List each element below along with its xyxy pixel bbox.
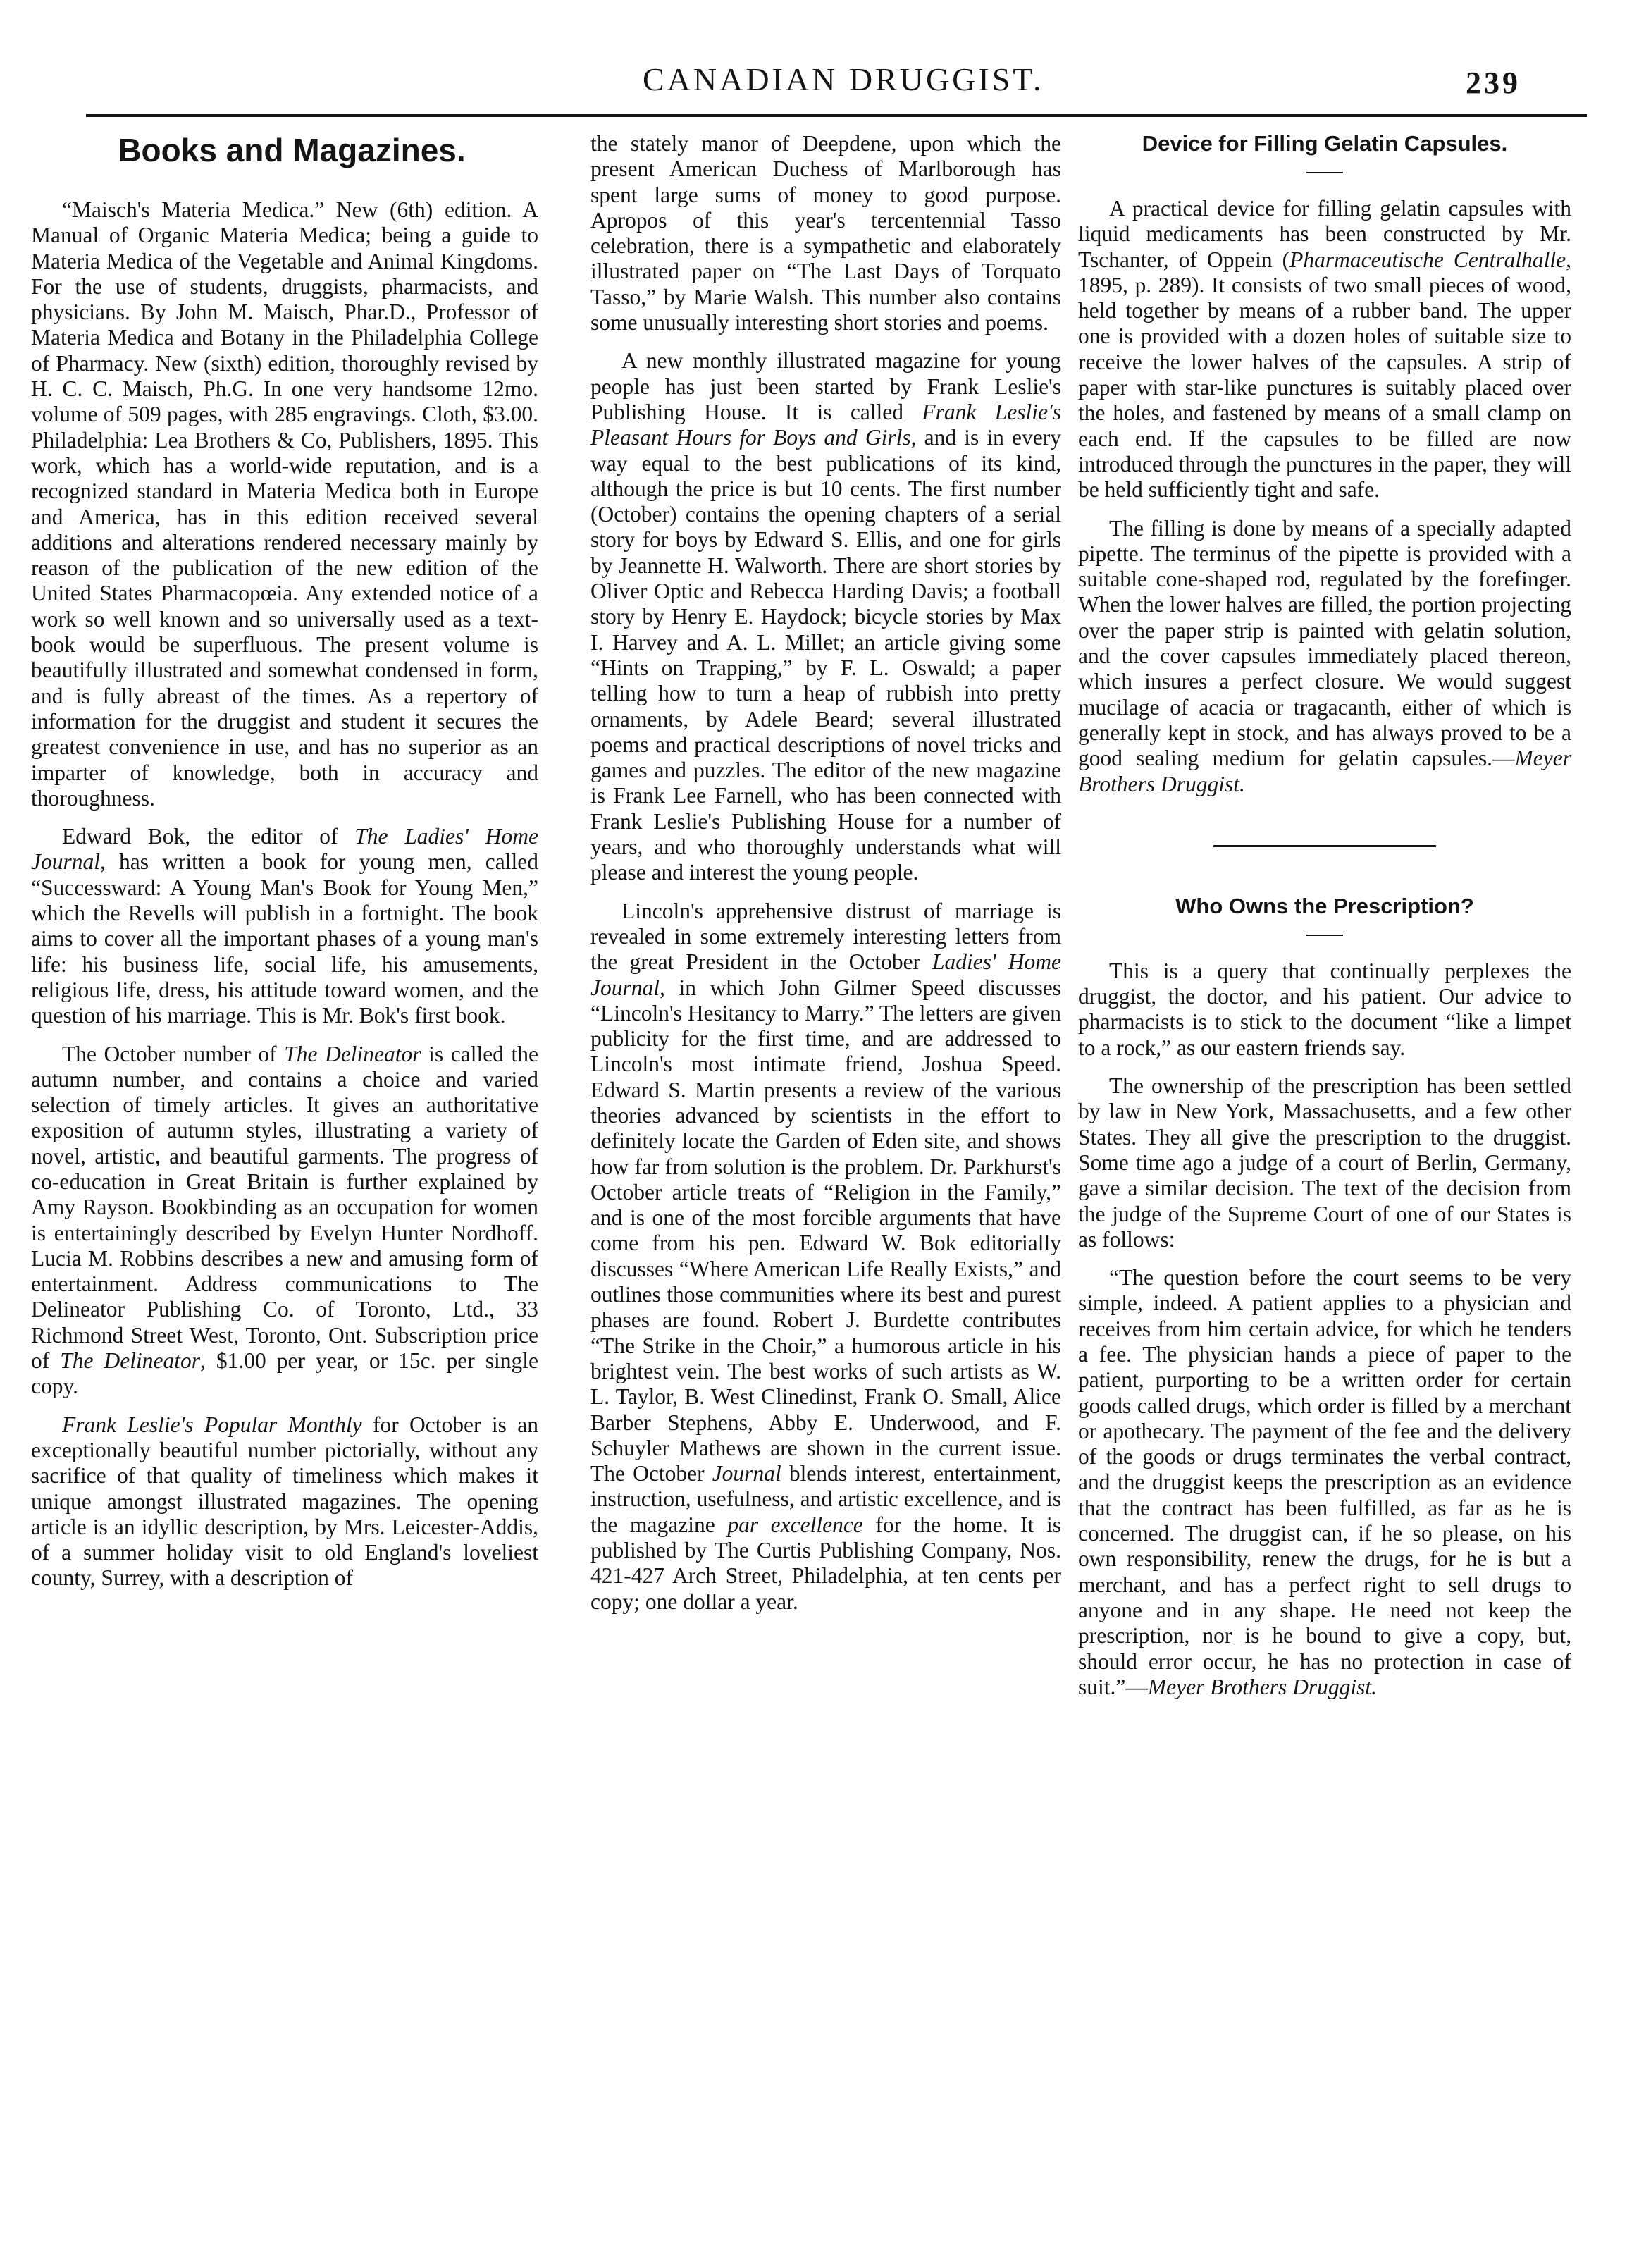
- paragraph-capsule-filling: The filling is done by means of a specially adapted pipette. The terminus of the pipette is provided with a suitable cone-shaped rod, regulated by the forefinger. When the lower halves are filled, the portion projecting over the paper strip is painted with gelatin solution, and the cover capsules immediately placed thereon, which insures a perfect closure. We would suggest mucilage of acacia or tragacanth, either of which is generally kept in stock, and has always proved to be a good sealing medium for gelatin capsules.—Meyer Brothers Druggist.: [1078, 515, 1571, 796]
- column-left: [31, 131, 538, 1604]
- paragraph-bok: Edward Bok, the editor of The Ladies' Home Journal, has written a book for young men, called “Successward: A Young Man's Book for Young Men,” which the Revells will publish in a fortnight. The book aims to cover all the important phases of a young man's life: his business life, social life, his amusements, religious life, dress, his attitude toward women, and the question of his marriage. This is Mr. Bok's first book.: [31, 824, 538, 1028]
- header-rule: [86, 114, 1587, 117]
- running-head: [0, 61, 1639, 117]
- paragraph-deepdene: the stately manor of Deepdene, upon which the present American Duchess of Marlborough has spent large sums of money to good purpose. Apropos of this year's tercentennial Tasso celebration, there is a sympathetic and elaborately illustrated paper on “The Last Days of Torquato Tasso,” by Marie Walsh. This number also contains some unusually interesting short stories and poems.: [590, 131, 1061, 335]
- paragraph-delineator: The October number of The Delineator is called the autumn number, and contains a choice and varied selection of timely articles. It gives an authoritative exposition of autumn styles, illustrating a variety of novel, artistic, and beautiful garments. The progress of co-education in Great Britain is further explained by Amy Rayson. Bookbinding as an occupation for women is entertainingly described by Evelyn Hunter Nordhoff. Lucia M. Robbins describes a new and amusing form of entertainment. Address communications to The Delineator Publishing Co. of Toronto, Ltd., 33 Richmond Street West, Toronto, Ont. Subscription price of The Delineator, $1.00 per year, or 15c. per single copy.: [31, 1041, 538, 1399]
- heading-dash: [1306, 935, 1343, 936]
- article-separator: [1213, 845, 1436, 847]
- paragraph-pleasant-hours: A new monthly illustrated magazine for young people has just been started by Frank Leslie's Publishing House. It is called Frank Leslie's Pleasant Hours for Boys and Girls, and is in every way equal to the best publications of its kind, although the price is but 10 cents. The first number (October) contains the opening chapters of a serial story for boys by Edward S. Ellis, and one for girls by Jeannette H. Walworth. There are short stories by Oliver Optic and Rebecca Harding Davis; a football story by Henry E. Haydock; bicycle stories by Max I. Harvey and A. L. Millet; an article giving some “Hints on Trapping,” by F. L. Oswald; a paper telling how to turn a heap of rubbish into pretty ornaments, by Adele Beard; several illustrated poems and practical descriptions of novel tricks and games and puzzles. The editor of the new magazine is Frank Lee Farnell, who has been connected with Frank Leslie's Publishing House for a number of years, and who thoroughly understands what will please and interest the young people.: [590, 348, 1061, 885]
- paragraph-query: This is a query that continually perplexes the druggist, the doctor, and his patient. Our advice to pharmacists is to stick to the document “like a limpet to a rock,” as our eastern friends say.: [1078, 958, 1571, 1060]
- paragraph-ladies-home-journal: Lincoln's apprehensive distrust of marriage is revealed in some extremely interesting letters from the great President in the October Ladies' Home Journal, in which John Gilmer Speed discusses “Lincoln's Hesitancy to Marry.” The letters are given publicity for the first time, and are addressed to Lincoln's most intimate friend, Joshua Speed. Edward S. Martin presents a review of the various theories advanced by scientists in the effort to definitely locate the Garden of Eden site, and shows how far from solution is the problem. Dr. Parkhurst's October article treats of “Religion in the Family,” and is one of the most forcible arguments that have come from his pen. Edward W. Bok editorially discusses “Where American Life Really Exists,” and outlines those communities where its best and purest phases are found. Robert J. Burdette contributes “The Strike in the Choir,” a humorous article in his brightest vein. The best works of such artists as W. L. Taylor, B. West Clinedinst, Frank O. Small, Alice Barber Stephens, Abby E. Underwood, and F. Schuyler Mathews are shown in the current issue. The October Journal blends interest, entertainment, instruction, usefulness, and artistic excellence, and is the magazine par excellence for the home. It is published by The Curtis Publishing Company, Nos. 421-427 Arch Street, Philadelphia, at ten cents per copy; one dollar a year.: [590, 898, 1061, 1614]
- paragraph-popular-monthly: Frank Leslie's Popular Monthly for October is an exceptionally beautiful number pictorially, without any sacrifice of that quality of timeliness which makes it unique amongst illustrated magazines. The opening article is an idyllic description, by Mrs. Leicester-Addis, of a summer holiday visit to old England's loveliest county, Surrey, with a description of: [31, 1412, 538, 1591]
- section-heading-books: Books and Magazines.: [118, 132, 466, 168]
- heading-dash: [1306, 172, 1343, 173]
- source-credit: Meyer Brothers Druggist.: [1147, 1674, 1378, 1699]
- journal-title: CANADIAN DRUGGIST.: [643, 61, 1044, 97]
- paragraph-ownership: The ownership of the prescription has been settled by law in New York, Massachusetts, and a few other States. They all give the prescription to the druggist. Some time ago a judge of a court of Berlin, Germany, gave a similar decision. The text of the decision from the judge of the Supreme Court of one of our States is as follows:: [1078, 1073, 1571, 1252]
- paragraph-capsule-device: A practical device for filling gelatin capsules with liquid medicaments has been constructed by Mr. Tschanter, of Oppein (Pharmaceutische Centralhalle, 1895, p. 289). It consists of two small pieces of wood, held together by means of a rubber band. The upper one is provided with a dozen holes of suitable size to receive the lower halves of the capsules. A strip of paper with star-like punctures is suitably placed over the holes, and fastened by means of a small clamp on each end. If the capsules to be filled are now introduced through the punctures in the paper, they will be held sufficiently tight and safe.: [1078, 196, 1571, 503]
- section-heading-capsules: Device for Filling Gelatin Capsules.: [1142, 131, 1508, 156]
- column-middle: [590, 131, 1061, 1627]
- source-credit: Meyer Brothers Druggist.: [1078, 746, 1571, 796]
- page-number: 239: [1466, 66, 1521, 100]
- column-right: [1078, 131, 1571, 1713]
- section-heading-prescription: Who Owns the Prescription?: [1175, 893, 1474, 918]
- paragraph-court-quote: “The question before the court seems to be very simple, indeed. A patient applies to a physician and receives from him certain advice, for which he tenders a fee. The physician hands a piece of paper to the patient, purporting to be a written order for certain goods called drugs, which order is filled by a merchant or apothecary. The payment of the fee and the delivery of the goods or drugs terminates the verbal contract, and the druggist keeps the prescription as an evidence that the contract has been fulfilled, as far as he is concerned. The druggist can, if he so please, on his own responsibility, renew the drugs, for he is but a merchant, and has a perfect right to sell drugs to anyone and in any shape. He need not keep the prescription, nor is he bound to give a copy, but, should error occur, he has no protection in case of suit.”—Meyer Brothers Druggist.: [1078, 1265, 1571, 1699]
- paragraph-maisch: “Maisch's Materia Medica.” New (6th) edition. A Manual of Organic Materia Medica; being a guide to Materia Medica of the Vegetable and Animal Kingdoms. For the use of students, druggists, pharmacists, and physicians. By John M. Maisch, Phar.D., Professor of Materia Medica and Botany in the Philadelphia College of Pharmacy. New (sixth) edition, thoroughly revised by H. C. C. Maisch, Ph.G. In one very handsome 12mo. volume of 509 pages, with 285 engravings. Cloth, $3.00. Philadelphia: Lea Brothers & Co, Publishers, 1895. This work, which has a world-wide reputation, and is a recognized standard in Materia Medica both in Europe and America, has in this edition received several additions and alterations rendered necessary mainly by reason of the publication of the new edition of the United States Pharmacopœia. Any extended notice of a work so well known and so universally used as a text-book would be superfluous. The present volume is beautifully illustrated and somewhat condensed in form, and is fully abreast of the times. As a repertory of information for the druggist and student it secures the greatest convenience in use, and has no superior as an imparter of knowledge, both in accuracy and thoroughness.: [31, 197, 538, 811]
